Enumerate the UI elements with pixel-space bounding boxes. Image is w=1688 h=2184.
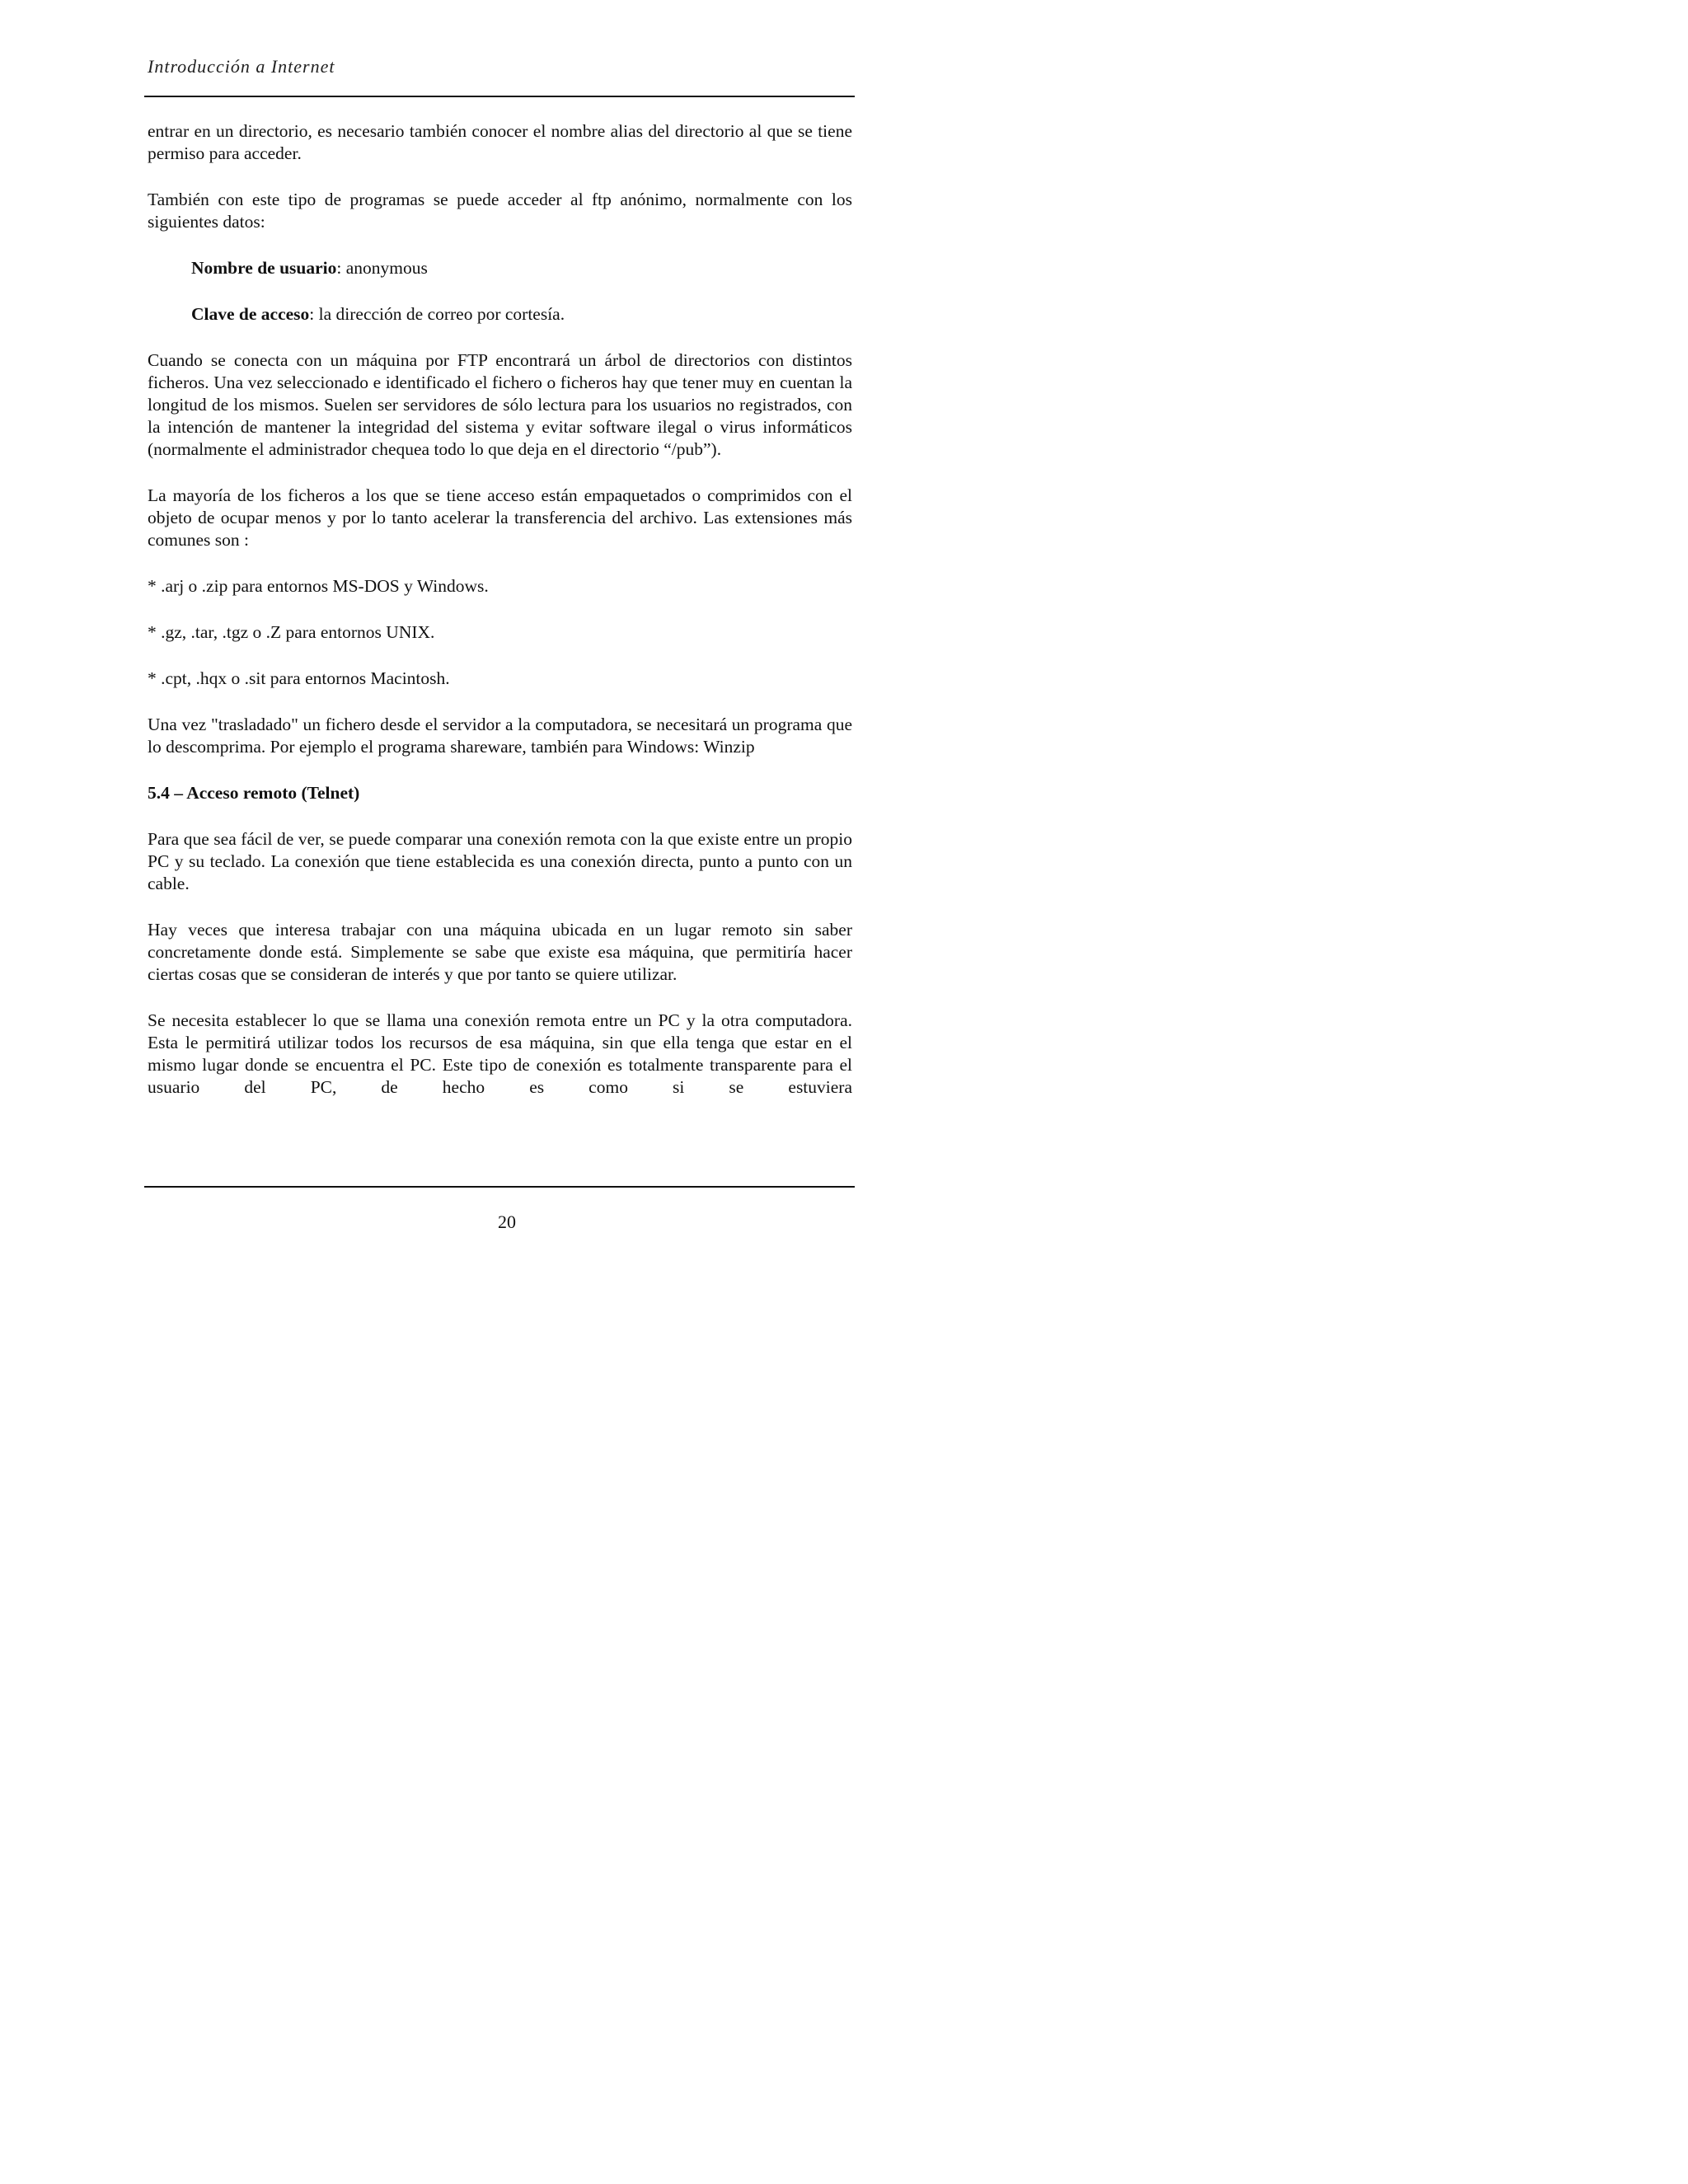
extension-item-dos: * .arj o .zip para entornos MS-DOS y Windows. [148, 576, 489, 596]
username-value: : anonymous [336, 258, 428, 278]
paragraph-remote-comparison: Para que sea fácil de ver, se puede comparar una conexión remota con la que existe entre un propio PC y su teclado. La conexión que tiene establecida es una conexión directa, punto a punto con un cable. [148, 829, 852, 893]
paragraph-remote-connection: Se necesita establecer lo que se llama una conexión remota entre un PC y la otra computadora. Esta le permitirá utilizar todos los recursos de esa máquina, sin que ella tenga que estar en el mismo lugar donde se encuentra el PC. Este tipo de conexión es totalmente transparente para el usuario del PC, de hecho es como si se estuviera [148, 1010, 852, 1097]
running-header: Introducción a Internet [148, 56, 335, 77]
username-label: Nombre de usuario [191, 258, 337, 278]
page-body [148, 120, 852, 1099]
extension-item-unix: * .gz, .tar, .tgz o .Z para entornos UNIX. [148, 622, 435, 642]
password-label: Clave de acceso [191, 304, 310, 324]
paragraph-compression: La mayoría de los ficheros a los que se tiene acceso están empaquetados o comprimidos con el objeto de ocupar menos y por lo tanto acelerar la transferencia del archivo. Las extensiones más comunes son : [148, 485, 852, 550]
paragraph-anonymous-ftp: También con este tipo de programas se puede acceder al ftp anónimo, normalmente con los siguientes datos: [148, 190, 852, 232]
paragraph-directory-tree: Cuando se conecta con un máquina por FTP encontrará un árbol de directorios con distintos ficheros. Una vez seleccionado e identificado el fichero o ficheros hay que tener muy en cuentan la longitud de los mismos. Suelen ser servidores de sólo lectura para los usuarios no registrados, con la intención de mantener la integridad del sistema y evitar software ilegal o virus informáticos (normalmente el administrador chequea todo lo que deja en el directorio “/pub”). [148, 350, 852, 459]
header-rule [144, 96, 855, 97]
page-number: 20 [498, 1212, 516, 1232]
password-line [148, 303, 852, 326]
extension-item-mac: * .cpt, .hqx o .sit para entornos Macintosh. [148, 668, 450, 688]
password-value: : la dirección de correo por cortesía. [309, 304, 565, 324]
document-page [0, 0, 1014, 1305]
paragraph-decompress: Una vez "trasladado" un fichero desde el servidor a la computadora, se necesitará un programa que lo descomprima. Por ejemplo el programa shareware, también para Windows: Winzip [148, 715, 852, 757]
footer-rule [144, 1186, 855, 1188]
paragraph-remote-machine: Hay veces que interesa trabajar con una máquina ubicada en un lugar remoto sin saber concretamente donde está. Simplemente se sabe que existe esa máquina, que permitiría hacer ciertas cosas que se consideran de interés y que por tanto se quiere utilizar. [148, 920, 852, 984]
username-line [148, 257, 852, 279]
paragraph-intro: entrar en un directorio, es necesario también conocer el nombre alias del directorio al que se tiene permiso para acceder. [148, 121, 852, 163]
section-heading: 5.4 – Acceso remoto (Telnet) [148, 783, 360, 803]
